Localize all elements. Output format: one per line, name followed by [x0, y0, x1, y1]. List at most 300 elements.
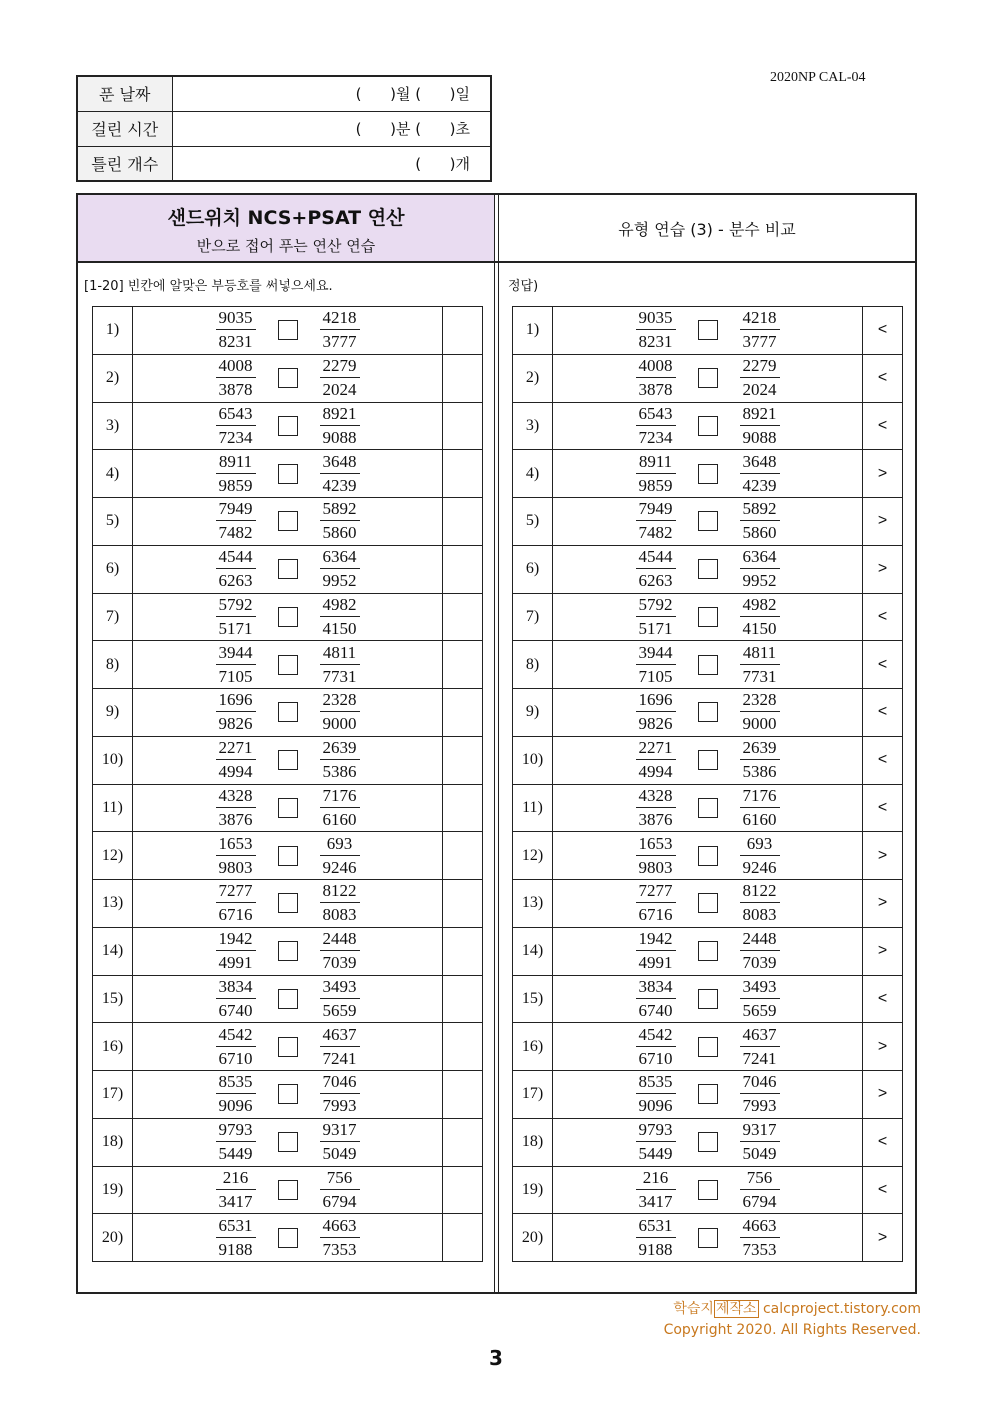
numerator: 6543: [216, 404, 256, 426]
problem-row: [93, 354, 483, 402]
denominator: 8231: [218, 332, 253, 352]
denominator: 5386: [742, 762, 777, 782]
denominator: 7105: [638, 666, 673, 686]
numerator: 3648: [320, 452, 360, 474]
right-fraction: [740, 595, 780, 639]
left-fraction: [216, 452, 256, 496]
problem-expression: [553, 402, 863, 450]
numerator: 7949: [216, 499, 256, 521]
brand-name: 학습지: [673, 1301, 714, 1317]
numerator: 7176: [740, 786, 780, 808]
denominator: 5449: [638, 1144, 673, 1164]
info-value[interactable]: ( )월 ( )일: [172, 76, 491, 111]
problem-number: 11): [513, 784, 553, 832]
denominator: 6716: [638, 905, 673, 925]
answer-row: [513, 689, 903, 737]
inequality-blank-box[interactable]: [698, 320, 718, 340]
left-fraction: [636, 1072, 676, 1116]
problem-number: 4): [513, 450, 553, 498]
inequality-blank-box[interactable]: [698, 1037, 718, 1057]
denominator: 4150: [742, 618, 777, 638]
problem-expression: [553, 927, 863, 975]
inequality-blank-box[interactable]: [698, 941, 718, 961]
problem-expression: [133, 832, 443, 880]
numerator: 693: [320, 834, 360, 856]
numerator: 8911: [636, 452, 676, 474]
inequality-blank-box[interactable]: [278, 607, 298, 627]
inequality-blank-box[interactable]: [698, 750, 718, 770]
right-fraction: [740, 929, 780, 973]
numerator: 4663: [740, 1216, 780, 1238]
answer-sign: >: [863, 880, 903, 928]
right-fraction: [320, 834, 360, 878]
answer-row: [513, 545, 903, 593]
left-fraction: [636, 1216, 676, 1260]
inequality-blank-box[interactable]: [278, 1180, 298, 1200]
problem-expression: [133, 689, 443, 737]
denominator: 7234: [218, 427, 253, 447]
answer-row: [513, 354, 903, 402]
denominator: 4994: [218, 762, 253, 782]
left-fraction: [636, 881, 676, 925]
numerator: 5892: [320, 499, 360, 521]
numerator: 2448: [320, 929, 360, 951]
denominator: 9000: [322, 714, 357, 734]
numerator: 4811: [320, 643, 360, 665]
denominator: 9803: [638, 857, 673, 877]
denominator: 5860: [322, 523, 357, 543]
problem-number: 10): [513, 736, 553, 784]
answer-cell[interactable]: [443, 402, 483, 450]
left-fraction: [216, 690, 256, 734]
problem-expression: [553, 689, 863, 737]
problem-number: 20): [93, 1214, 133, 1262]
problem-table: [92, 306, 483, 1262]
numerator: 4218: [740, 308, 780, 330]
problem-number: 6): [93, 545, 133, 593]
denominator: 7993: [322, 1096, 357, 1116]
inequality-blank-box[interactable]: [698, 1084, 718, 1104]
answer-cell[interactable]: [443, 927, 483, 975]
problem-number: 13): [513, 880, 553, 928]
problem-row: [93, 880, 483, 928]
document-code: 2020NP CAL-04: [770, 70, 866, 85]
info-value[interactable]: ( )개: [172, 146, 491, 181]
denominator: 9826: [638, 714, 673, 734]
problem-number: 12): [513, 832, 553, 880]
problem-row: [93, 689, 483, 737]
right-fraction: [320, 929, 360, 973]
problem-expression: [133, 784, 443, 832]
left-fraction: [216, 308, 256, 352]
numerator: 3944: [216, 643, 256, 665]
numerator: 2448: [740, 929, 780, 951]
denominator: 7241: [742, 1048, 777, 1068]
numerator: 1942: [216, 929, 256, 951]
denominator: 3417: [638, 1191, 673, 1211]
numerator: 9793: [216, 1120, 256, 1142]
numerator: 1942: [636, 929, 676, 951]
answer-row: [513, 927, 903, 975]
numerator: 4008: [216, 356, 256, 378]
problem-expression: [553, 880, 863, 928]
right-fraction: [320, 595, 360, 639]
denominator: 5171: [638, 618, 673, 638]
inequality-blank-box[interactable]: [698, 1132, 718, 1152]
header-divider: [78, 261, 915, 263]
inequality-blank-box[interactable]: [278, 1228, 298, 1248]
denominator: 6160: [322, 809, 357, 829]
numerator: 4544: [216, 547, 256, 569]
inequality-blank-box[interactable]: [278, 511, 298, 531]
right-fraction: [740, 499, 780, 543]
answer-cell[interactable]: [443, 641, 483, 689]
answer-sign: <: [863, 307, 903, 355]
right-fraction: [740, 977, 780, 1021]
answer-cell[interactable]: [443, 354, 483, 402]
info-label: 틀린 개수: [77, 146, 172, 181]
inequality-blank-box[interactable]: [698, 511, 718, 531]
inequality-blank-box[interactable]: [698, 989, 718, 1009]
denominator: 7731: [322, 666, 357, 686]
denominator: 9188: [638, 1239, 673, 1259]
denominator: 8231: [638, 332, 673, 352]
denominator: 9803: [218, 857, 253, 877]
instruction-text: [1-20] 빈칸에 알맞은 부등호를 써넣으세요.: [84, 279, 333, 294]
denominator: 9088: [322, 427, 357, 447]
inequality-blank-box[interactable]: [278, 941, 298, 961]
numerator: 2328: [320, 690, 360, 712]
numerator: 4811: [740, 643, 780, 665]
answer-sign: <: [863, 402, 903, 450]
numerator: 7046: [320, 1072, 360, 1094]
problem-number: 5): [93, 498, 133, 546]
problem-number: 17): [513, 1071, 553, 1119]
denominator: 8083: [742, 905, 777, 925]
problem-expression: [553, 736, 863, 784]
inequality-blank-box[interactable]: [278, 1037, 298, 1057]
right-fraction: [740, 1072, 780, 1116]
problem-number: 9): [513, 689, 553, 737]
answer-cell[interactable]: [443, 593, 483, 641]
inequality-blank-box[interactable]: [278, 1132, 298, 1152]
denominator: 9088: [742, 427, 777, 447]
inequality-blank-box[interactable]: [698, 702, 718, 722]
denominator: 7993: [742, 1096, 777, 1116]
problem-number: 5): [513, 498, 553, 546]
answer-row: [513, 307, 903, 355]
denominator: 3878: [638, 380, 673, 400]
inequality-blank-box[interactable]: [698, 893, 718, 913]
right-fraction: [740, 1216, 780, 1260]
left-fraction: [636, 690, 676, 734]
problem-row: [93, 307, 483, 355]
denominator: 3777: [322, 332, 357, 352]
inequality-blank-box[interactable]: [698, 607, 718, 627]
inequality-blank-box[interactable]: [278, 702, 298, 722]
denominator: 4150: [322, 618, 357, 638]
right-fraction: [320, 1168, 360, 1212]
problem-number: 16): [513, 1023, 553, 1071]
left-fraction: [636, 547, 676, 591]
answer-label: 정답): [508, 279, 539, 294]
right-fraction: [740, 643, 780, 687]
numerator: 8921: [740, 404, 780, 426]
denominator: 7039: [322, 953, 357, 973]
inequality-blank-box[interactable]: [278, 846, 298, 866]
answer-row: [513, 736, 903, 784]
problem-row: [93, 832, 483, 880]
inequality-blank-box[interactable]: [278, 893, 298, 913]
numerator: 7277: [216, 881, 256, 903]
info-row-date: [77, 76, 491, 111]
problem-expression: [553, 641, 863, 689]
problem-number: 20): [513, 1214, 553, 1262]
answer-cell[interactable]: [443, 975, 483, 1023]
info-value[interactable]: ( )분 ( )초: [172, 111, 491, 146]
left-fraction: [636, 929, 676, 973]
problem-row: [93, 450, 483, 498]
problem-expression: [133, 545, 443, 593]
answer-cell[interactable]: [443, 545, 483, 593]
numerator: 1653: [636, 834, 676, 856]
inequality-blank-box[interactable]: [278, 320, 298, 340]
answer-cell[interactable]: [443, 1214, 483, 1262]
inequality-blank-box[interactable]: [278, 989, 298, 1009]
worksheet-title: 샌드위치 NCS+PSAT 연산: [167, 207, 405, 229]
worksheet-subtitle: 반으로 접어 푸는 연산 연습: [196, 237, 376, 255]
answer-cell[interactable]: [443, 1118, 483, 1166]
numerator: 2639: [320, 738, 360, 760]
numerator: 9317: [320, 1120, 360, 1142]
right-fraction: [740, 786, 780, 830]
left-fraction: [216, 1025, 256, 1069]
denominator: 6263: [218, 571, 253, 591]
answer-row: [513, 1214, 903, 1262]
right-fraction: [740, 404, 780, 448]
right-fraction: [320, 643, 360, 687]
denominator: 5659: [322, 1000, 357, 1020]
answer-sign: >: [863, 545, 903, 593]
denominator: 3876: [638, 809, 673, 829]
info-row-time: [77, 111, 491, 146]
problem-expression: [553, 498, 863, 546]
inequality-blank-box[interactable]: [278, 464, 298, 484]
right-fraction: [320, 499, 360, 543]
inequality-blank-box[interactable]: [278, 559, 298, 579]
info-label: 걸린 시간: [77, 111, 172, 146]
brand-url[interactable]: calcproject.tistory.com: [758, 1301, 921, 1317]
denominator: 3777: [742, 332, 777, 352]
problem-expression: [553, 545, 863, 593]
denominator: 5171: [218, 618, 253, 638]
denominator: 6160: [742, 809, 777, 829]
problem-number: 17): [93, 1071, 133, 1119]
answer-cell[interactable]: [443, 832, 483, 880]
inequality-blank-box[interactable]: [698, 464, 718, 484]
problem-number: 2): [93, 354, 133, 402]
numerator: 3944: [636, 643, 676, 665]
inequality-blank-box[interactable]: [698, 655, 718, 675]
right-fraction: [740, 738, 780, 782]
left-fraction: [636, 356, 676, 400]
answer-cell[interactable]: [443, 1071, 483, 1119]
numerator: 4663: [320, 1216, 360, 1238]
right-fraction: [320, 977, 360, 1021]
numerator: 2279: [740, 356, 780, 378]
numerator: 693: [740, 834, 780, 856]
inequality-blank-box[interactable]: [698, 1228, 718, 1248]
answer-sign: <: [863, 354, 903, 402]
problem-expression: [133, 1118, 443, 1166]
answer-row: [513, 402, 903, 450]
answer-sign: <: [863, 1166, 903, 1214]
problem-expression: [133, 1214, 443, 1262]
denominator: 7241: [322, 1048, 357, 1068]
numerator: 3834: [636, 977, 676, 999]
title-box: [78, 195, 494, 261]
answer-cell[interactable]: [443, 784, 483, 832]
right-fraction: [320, 690, 360, 734]
right-fraction: [320, 1025, 360, 1069]
inequality-blank-box[interactable]: [698, 416, 718, 436]
right-fraction: [740, 547, 780, 591]
inequality-blank-box[interactable]: [698, 559, 718, 579]
right-fraction: [320, 1072, 360, 1116]
answer-cell[interactable]: [443, 307, 483, 355]
answer-row: [513, 593, 903, 641]
inequality-blank-box[interactable]: [698, 1180, 718, 1200]
numerator: 6543: [636, 404, 676, 426]
problem-expression: [553, 1118, 863, 1166]
problem-number: 2): [513, 354, 553, 402]
problem-number: 19): [93, 1166, 133, 1214]
problem-expression: [133, 641, 443, 689]
problem-number: 6): [513, 545, 553, 593]
inequality-blank-box[interactable]: [278, 655, 298, 675]
left-fraction: [216, 1216, 256, 1260]
problem-row: [93, 545, 483, 593]
answer-cell[interactable]: [443, 498, 483, 546]
inequality-blank-box[interactable]: [278, 750, 298, 770]
denominator: 6710: [218, 1048, 253, 1068]
problem-expression: [133, 975, 443, 1023]
numerator: 5892: [740, 499, 780, 521]
problem-row: [93, 784, 483, 832]
left-fraction: [216, 1120, 256, 1164]
problem-expression: [133, 402, 443, 450]
numerator: 6531: [636, 1216, 676, 1238]
left-fraction: [636, 643, 676, 687]
numerator: 9317: [740, 1120, 780, 1142]
denominator: 9859: [218, 475, 253, 495]
answer-row: [513, 1023, 903, 1071]
numerator: 756: [320, 1168, 360, 1190]
numerator: 4982: [740, 595, 780, 617]
problem-number: 3): [93, 402, 133, 450]
numerator: 3834: [216, 977, 256, 999]
inequality-blank-box[interactable]: [698, 846, 718, 866]
problem-expression: [553, 450, 863, 498]
denominator: 7039: [742, 953, 777, 973]
answer-cell[interactable]: [443, 736, 483, 784]
numerator: 6364: [740, 547, 780, 569]
problem-row: [93, 1118, 483, 1166]
problem-expression: [553, 832, 863, 880]
problem-number: 1): [513, 307, 553, 355]
numerator: 4637: [740, 1025, 780, 1047]
numerator: 1696: [216, 690, 256, 712]
numerator: 1696: [636, 690, 676, 712]
right-fraction: [740, 1025, 780, 1069]
denominator: 4991: [638, 953, 673, 973]
numerator: 216: [216, 1168, 256, 1190]
numerator: 9035: [636, 308, 676, 330]
numerator: 2639: [740, 738, 780, 760]
denominator: 9096: [218, 1096, 253, 1116]
denominator: 2024: [742, 380, 777, 400]
right-fraction: [740, 452, 780, 496]
inequality-blank-box[interactable]: [278, 1084, 298, 1104]
numerator: 4218: [320, 308, 360, 330]
denominator: 4239: [322, 475, 357, 495]
answer-sign: >: [863, 1023, 903, 1071]
answer-cell[interactable]: [443, 450, 483, 498]
inequality-blank-box[interactable]: [278, 368, 298, 388]
left-fraction: [636, 738, 676, 782]
problem-number: 15): [93, 975, 133, 1023]
numerator: 216: [636, 1168, 676, 1190]
problem-expression: [133, 927, 443, 975]
problem-expression: [133, 1023, 443, 1071]
inequality-blank-box[interactable]: [698, 798, 718, 818]
numerator: 5792: [216, 595, 256, 617]
problem-number: 13): [93, 880, 133, 928]
answer-cell[interactable]: [443, 1023, 483, 1071]
answer-sign: <: [863, 593, 903, 641]
problem-row: [93, 593, 483, 641]
numerator: 8122: [320, 881, 360, 903]
numerator: 7949: [636, 499, 676, 521]
right-fraction: [320, 404, 360, 448]
denominator: 7353: [322, 1239, 357, 1259]
inequality-blank-box[interactable]: [278, 416, 298, 436]
problem-expression: [553, 307, 863, 355]
denominator: 7482: [218, 523, 253, 543]
answer-cell[interactable]: [443, 689, 483, 737]
denominator: 6740: [218, 1000, 253, 1020]
inequality-blank-box[interactable]: [278, 798, 298, 818]
problem-number: 8): [513, 641, 553, 689]
denominator: 9826: [218, 714, 253, 734]
fold-divider: [494, 195, 499, 1292]
problem-expression: [133, 736, 443, 784]
answer-cell[interactable]: [443, 1166, 483, 1214]
numerator: 9035: [216, 308, 256, 330]
denominator: 5049: [322, 1144, 357, 1164]
right-fraction: [320, 547, 360, 591]
numerator: 5792: [636, 595, 676, 617]
inequality-blank-box[interactable]: [698, 368, 718, 388]
answer-table: [512, 306, 903, 1262]
answer-cell[interactable]: [443, 880, 483, 928]
denominator: 2024: [322, 380, 357, 400]
answer-sign: >: [863, 927, 903, 975]
page-number: 3: [489, 1346, 503, 1370]
answer-row: [513, 641, 903, 689]
left-fraction: [216, 738, 256, 782]
numerator: 3493: [320, 977, 360, 999]
